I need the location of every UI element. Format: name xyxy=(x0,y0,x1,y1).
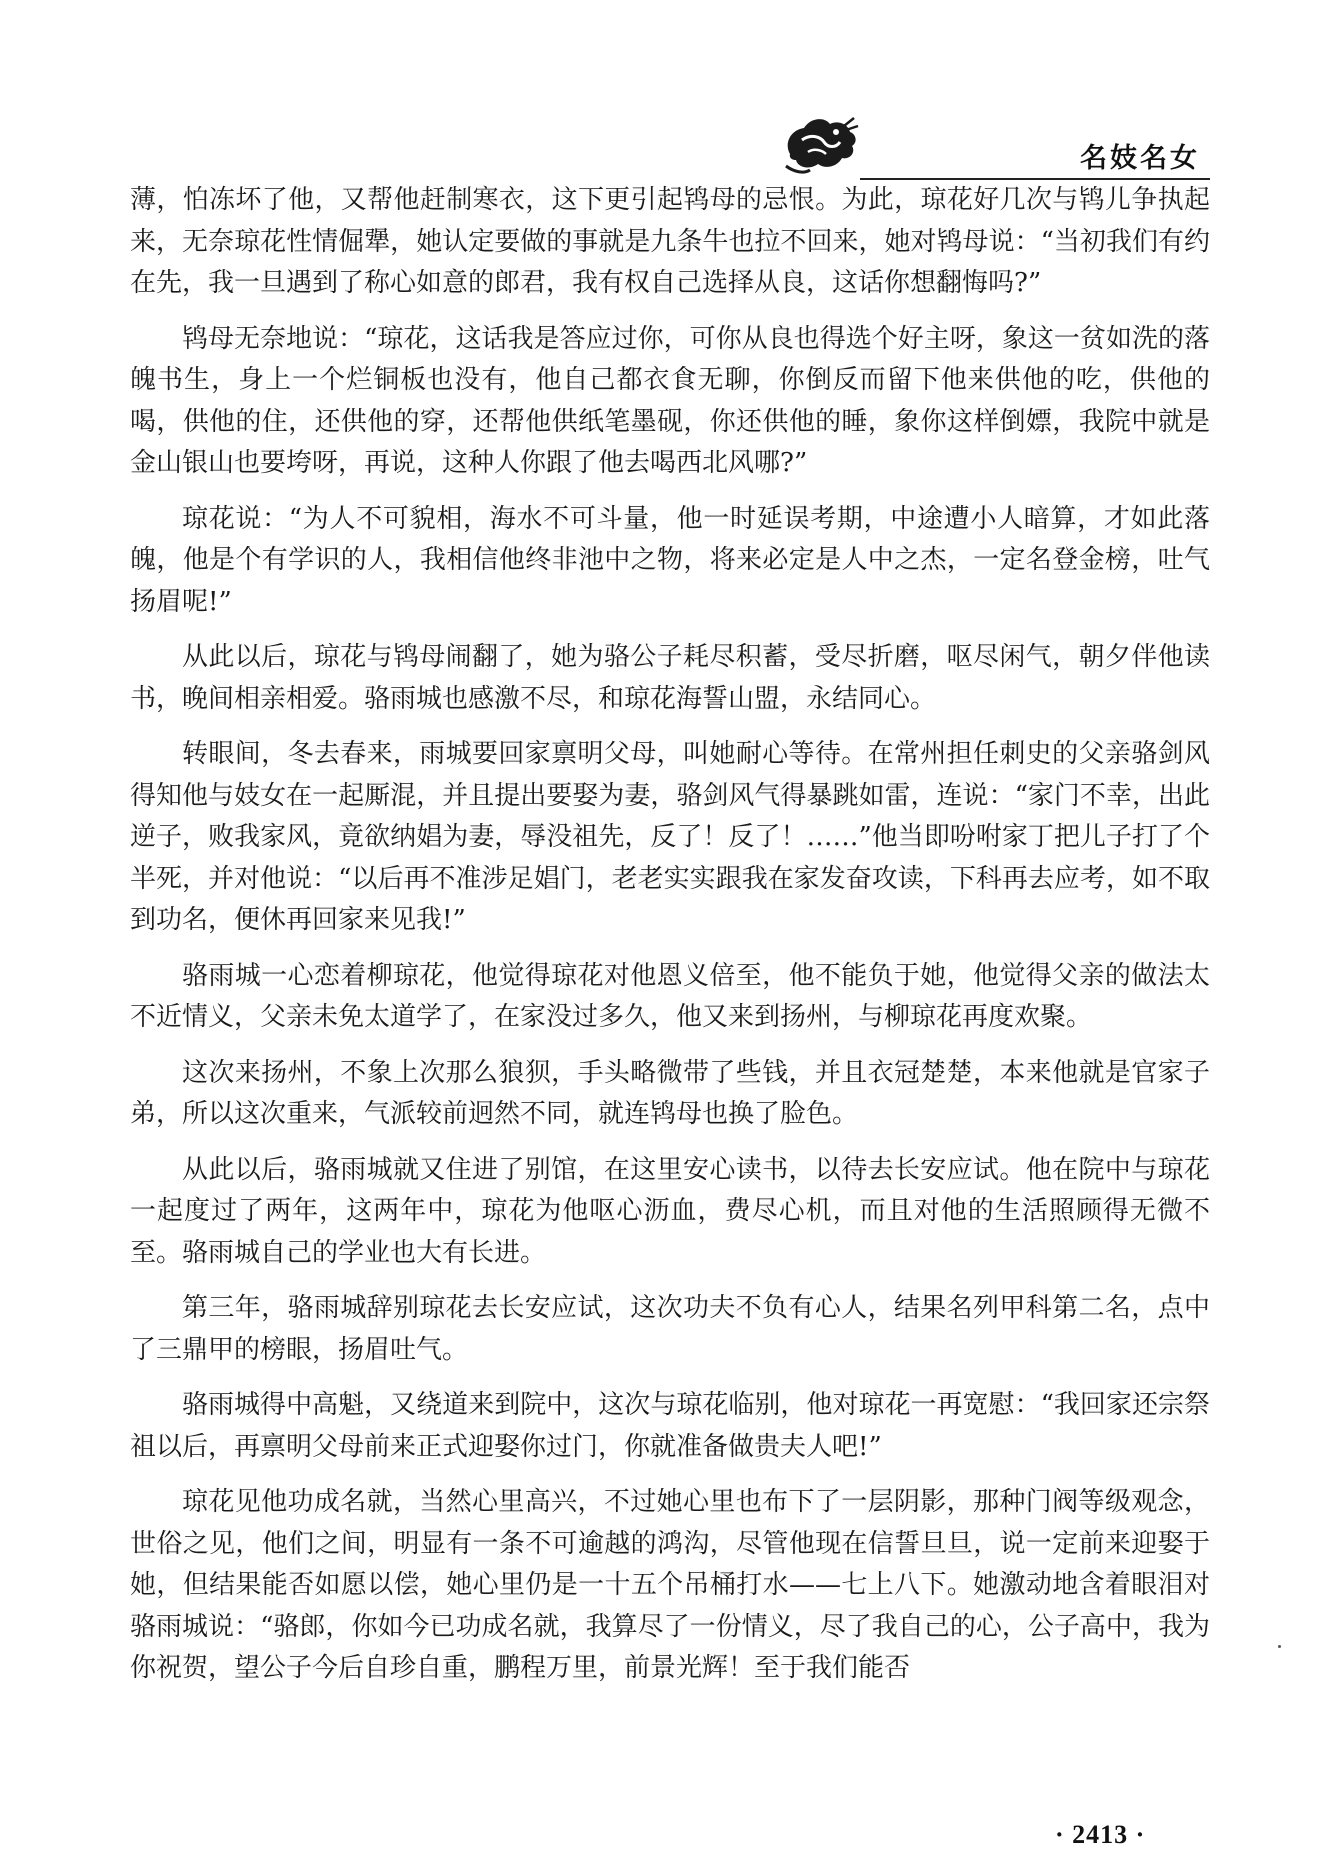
paragraph: 从此以后，琼花与鸨母闹翻了，她为骆公子耗尽积蓄，受尽折磨，呕尽闲气，朝夕伴他读书，晚间相亲相爱。骆雨城也感激不尽，和琼花海誓山盟，永结同心。 xyxy=(130,642,1210,714)
paragraph: 这次来扬州，不象上次那么狼狈，手头略微带了些钱，并且衣冠楚楚，本来他就是官家子弟，所以这次重来，气派较前迥然不同，就连鸨母也换了脸色。 xyxy=(130,1057,1210,1129)
page-number: · 2413 · xyxy=(1055,1820,1146,1849)
paragraph: 骆雨城一心恋着柳琼花，他觉得琼花对他恩义倍至，他不能负于她，他觉得父亲的做法太不近情义，父亲未免太道学了，在家没过多久，他又来到扬州，与柳琼花再度欢聚。 xyxy=(130,960,1210,1032)
paragraph: 转眼间，冬去春来，雨城要回家禀明父母，叫她耐心等待。在常州担任刺史的父亲骆剑风得知他与妓女在一起厮混，并且提出要娶为妻，骆剑风气得暴跳如雷，连说：“家门不幸，出此逆子，败我家风，竟欲纳娼为妻，辱没祖先，反了！反了！……”他当即吩咐家丁把儿子打了个半死，并对他说：“以后再不准涉足娼门，老老实实跟我在家发奋攻读，下科再去应考，如不取到功名，便休再回家来见我!” xyxy=(130,739,1210,935)
paragraph: 骆雨城得中高魁，又绕道来到院中，这次与琼花临别，他对琼花一再宽慰：“我回家还宗祭祖以后，再禀明父母前来正式迎娶你过门，你就准备做贵夫人吧!” xyxy=(130,1390,1210,1462)
paragraph: 琼花见他功成名就，当然心里高兴，不过她心里也布下了一层阴影，那种门阀等级观念，世俗之见，他们之间，明显有一条不可逾越的鸿沟，尽管他现在信誓旦旦，说一定前来迎娶于她，但结果能否如愿以偿，她心里仍是一十五个吊桶打水——七上八下。她激动地含着眼泪对骆雨城说：“骆郎，你如今已功成名就，我算尽了一份情义，尽了我自己的心，公子高中，我为你祝贺，望公子今后自珍自重，鹏程万里，前景光辉！至于我们能否 xyxy=(130,1487,1210,1683)
paragraph: 薄，怕冻坏了他，又帮他赶制寒衣，这下更引起鸨母的忌恨。为此，琼花好几次与鸨儿争执起来，无奈琼花性情倔犟，她认定要做的事就是九条牛也拉不回来，她对鸨母说：“当初我们有约在先，我一旦遇到了称心如意的郎君，我有权自己选择从良，这话你想翻悔吗?” xyxy=(130,185,1210,298)
article-body xyxy=(130,180,1210,1704)
paragraph: 鸨母无奈地说：“琼花，这话我是答应过你，可你从良也得选个好主呀，象这一贫如洗的落魄书生，身上一个烂铜板也没有，他自己都衣食无聊，你倒反而留下他来供他的吃，供他的喝，供他的住，还供他的穿，还帮他供纸笔墨砚，你还供他的睡，象你这样倒嫖，我院中就是金山银山也要垮呀，再说，这种人你跟了他去喝西北风哪?” xyxy=(130,323,1210,478)
paragraph: 琼花说：“为人不可貌相，海水不可斗量，他一时延误考期，中途遭小人暗算，才如此落魄，他是个有学识的人，我相信他终非池中之物，将来必定是人中之杰，一定名登金榜，吐气扬眉呢!” xyxy=(130,503,1210,617)
running-header xyxy=(780,110,1210,180)
scan-speck xyxy=(1278,1645,1281,1648)
paragraph: 从此以后，骆雨城就又住进了别馆，在这里安心读书，以待去长安应试。他在院中与琼花一起度过了两年，这两年中，琼花为他呕心沥血，费尽心机，而且对他的生活照顾得无微不至。骆雨城自己的学业也大有长进。 xyxy=(130,1154,1210,1268)
paragraph: 第三年，骆雨城辞别琼花去长安应试，这次功夫不负有心人，结果名列甲科第二名，点中了三鼎甲的榜眼，扬眉吐气。 xyxy=(130,1293,1210,1365)
header-title: 名妓名女 xyxy=(1080,143,1200,174)
dragon-emblem-icon xyxy=(780,110,860,176)
